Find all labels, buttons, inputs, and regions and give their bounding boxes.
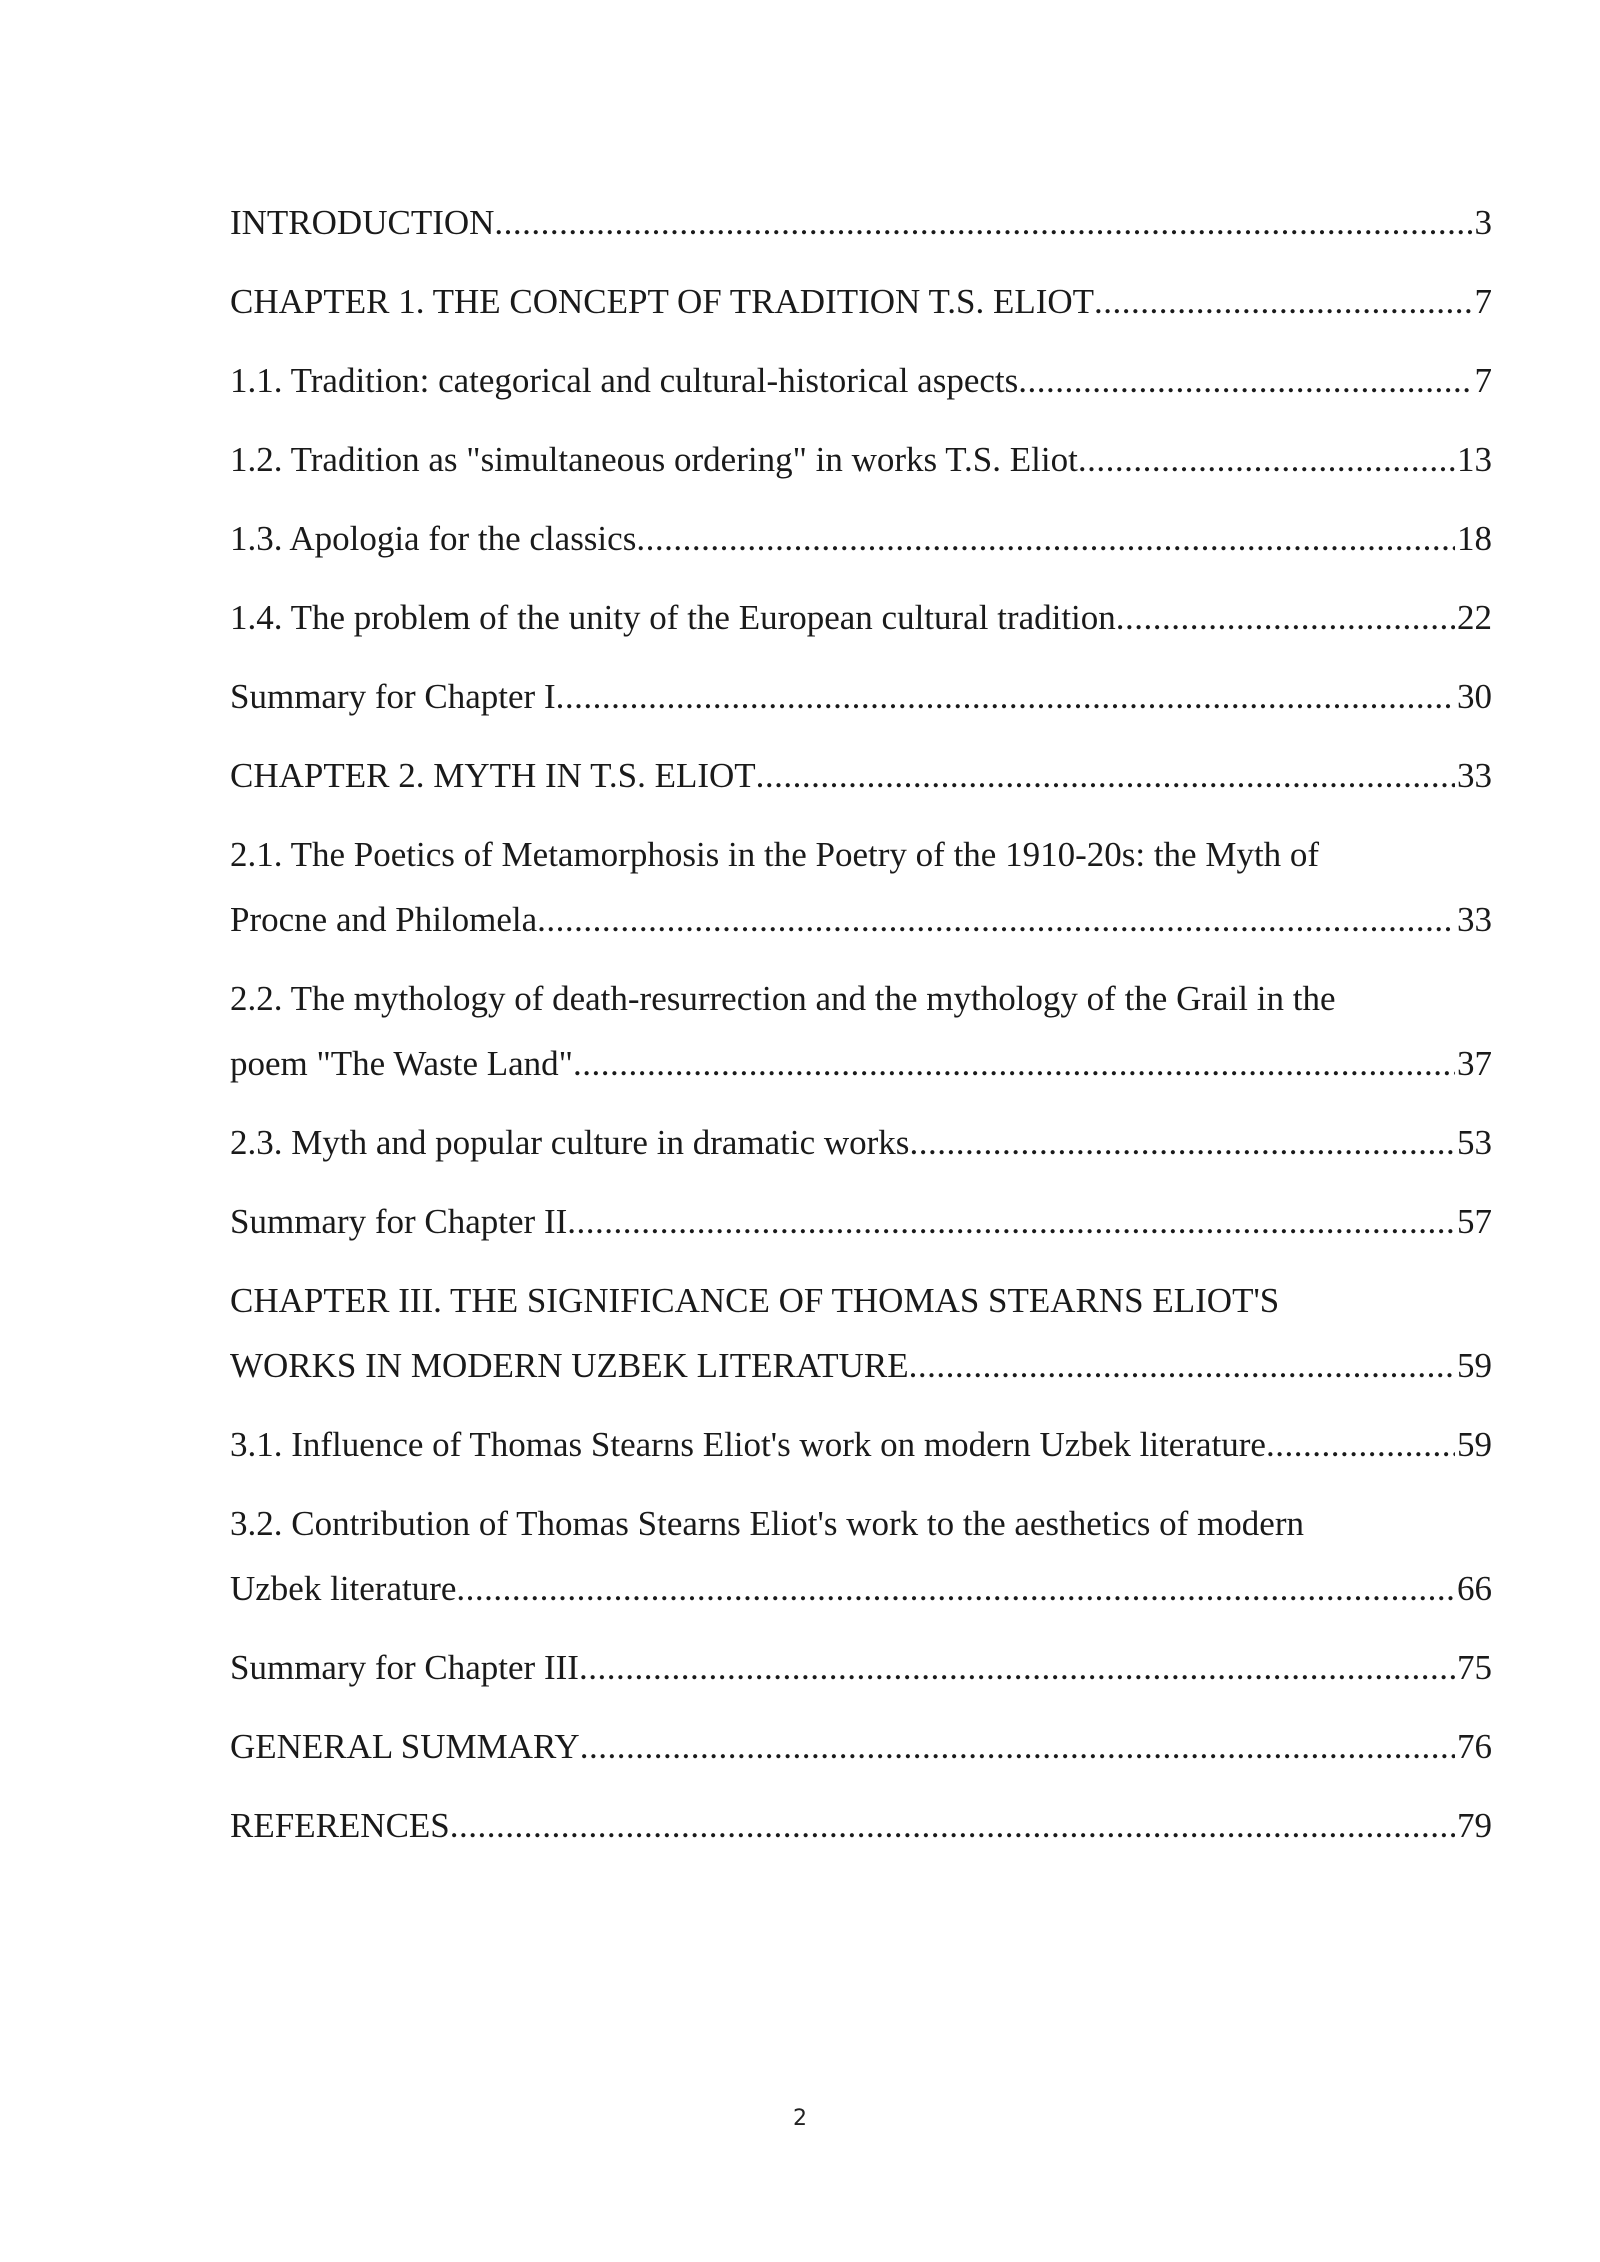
toc-entry-page: 7 — [1474, 361, 1492, 400]
toc-entry-page: 33 — [1457, 900, 1492, 939]
toc-entry-title: 1.2. Tradition as "simultaneous ordering" in works T.S. Eliot — [230, 440, 1078, 479]
toc-entry-row — [230, 269, 1492, 334]
toc-entry-title: 3.1. Influence of Thomas Stearns Eliot's work on modern Uzbek literature — [230, 1425, 1266, 1464]
toc-entry-title-line: 2.2. The mythology of death-resurrection and the mythology of the Grail in the — [230, 979, 1336, 1018]
toc-entry-title: 2.3. Myth and popular culture in dramatic works — [230, 1123, 910, 1162]
toc-entry-page: 13 — [1457, 440, 1492, 479]
dot-leader — [573, 1031, 1455, 1096]
toc-entry — [230, 1491, 1492, 1621]
table-of-contents — [230, 190, 1492, 1872]
toc-entry — [230, 269, 1492, 334]
toc-entry — [230, 1635, 1492, 1700]
toc-entry — [230, 1793, 1492, 1858]
dot-leader — [1018, 348, 1472, 413]
toc-entry-row — [230, 427, 1492, 492]
toc-entry-title: INTRODUCTION — [230, 203, 495, 242]
toc-entry-title: Summary for Chapter II — [230, 1202, 568, 1241]
toc-entry-row — [230, 887, 1492, 952]
dot-leader — [756, 743, 1455, 808]
dot-leader — [494, 190, 1472, 255]
toc-entry-row — [230, 1110, 1492, 1175]
toc-entry — [230, 427, 1492, 492]
toc-entry-row — [230, 664, 1492, 729]
toc-entry-title: REFERENCES — [230, 1806, 450, 1845]
toc-entry-row — [230, 506, 1492, 571]
toc-entry — [230, 1268, 1492, 1398]
toc-entry-row — [230, 1189, 1492, 1254]
toc-entry — [230, 506, 1492, 571]
toc-entry-title: Procne and Philomela — [230, 900, 538, 939]
toc-entry-title-line: CHAPTER III. THE SIGNIFICANCE OF THOMAS STEARNS ELIOT'S — [230, 1281, 1280, 1320]
toc-entry — [230, 1189, 1492, 1254]
toc-entry-page: 30 — [1457, 677, 1492, 716]
toc-entry — [230, 1110, 1492, 1175]
toc-entry-page: 57 — [1457, 1202, 1492, 1241]
toc-entry-title: CHAPTER 1. THE CONCEPT OF TRADITION T.S. ELIOT — [230, 282, 1095, 321]
toc-entry — [230, 822, 1492, 952]
toc-entry-row — [230, 348, 1492, 413]
toc-entry-page: 75 — [1457, 1648, 1492, 1687]
toc-entry-page: 33 — [1457, 756, 1492, 795]
toc-entry-page: 37 — [1457, 1044, 1492, 1083]
toc-entry-page: 79 — [1457, 1806, 1492, 1845]
toc-entry-title: Summary for Chapter I — [230, 677, 556, 716]
toc-entry-title: WORKS IN MODERN UZBEK LITERATURE — [230, 1346, 909, 1385]
toc-entry-page: 18 — [1457, 519, 1492, 558]
toc-entry-row — [230, 190, 1492, 255]
toc-entry-row — [230, 1333, 1492, 1398]
dot-leader — [580, 1714, 1455, 1779]
dot-leader — [456, 1556, 1455, 1621]
toc-entry-row — [230, 1635, 1492, 1700]
toc-entry-title: Uzbek literature — [230, 1569, 457, 1608]
toc-entry-row — [230, 1793, 1492, 1858]
toc-entry — [230, 585, 1492, 650]
toc-entry-title: Summary for Chapter III — [230, 1648, 579, 1687]
dot-leader — [1116, 585, 1455, 650]
page-number: 2 — [793, 2106, 807, 2131]
toc-entry-title-line: 3.2. Contribution of Thomas Stearns Eliot's work to the aesthetics of modern — [230, 1504, 1304, 1543]
dot-leader — [1266, 1412, 1455, 1477]
toc-entry-title-line: 2.1. The Poetics of Metamorphosis in the Poetry of the 1910-20s: the Myth of — [230, 835, 1320, 874]
dot-leader — [909, 1333, 1455, 1398]
toc-entry-title: 1.4. The problem of the unity of the European cultural tradition — [230, 598, 1116, 637]
toc-entry-page: 76 — [1457, 1727, 1492, 1766]
toc-entry-row — [230, 1412, 1492, 1477]
dot-leader — [579, 1635, 1455, 1700]
toc-entry-page: 22 — [1457, 598, 1492, 637]
dot-leader — [450, 1793, 1455, 1858]
toc-entry — [230, 190, 1492, 255]
toc-entry — [230, 966, 1492, 1096]
toc-entry-row — [230, 743, 1492, 808]
toc-entry-page: 7 — [1474, 282, 1492, 321]
toc-entry — [230, 664, 1492, 729]
toc-entry-page: 66 — [1457, 1569, 1492, 1608]
toc-entry-page: 3 — [1474, 203, 1492, 242]
dot-leader — [537, 887, 1455, 952]
toc-entry — [230, 1714, 1492, 1779]
toc-entry-title: poem "The Waste Land" — [230, 1044, 573, 1083]
toc-entry-page: 59 — [1457, 1425, 1492, 1464]
toc-entry — [230, 1412, 1492, 1477]
dot-leader — [909, 1110, 1455, 1175]
dot-leader — [556, 664, 1455, 729]
dot-leader — [567, 1189, 1455, 1254]
toc-entry-page: 59 — [1457, 1346, 1492, 1385]
toc-entry-page: 53 — [1457, 1123, 1492, 1162]
toc-entry-row — [230, 585, 1492, 650]
toc-entry-title: CHAPTER 2. MYTH IN T.S. ELIOT — [230, 756, 756, 795]
toc-entry-title: GENERAL SUMMARY — [230, 1727, 580, 1766]
toc-entry-title: 1.1. Tradition: categorical and cultural-historical aspects — [230, 361, 1019, 400]
toc-entry — [230, 348, 1492, 413]
toc-entry-title: 1.3. Apologia for the classics — [230, 519, 637, 558]
toc-entry-row — [230, 1556, 1492, 1621]
dot-leader — [636, 506, 1455, 571]
dot-leader — [1078, 427, 1455, 492]
dot-leader — [1094, 269, 1472, 334]
toc-entry-row — [230, 1031, 1492, 1096]
toc-entry — [230, 743, 1492, 808]
toc-entry-row — [230, 1714, 1492, 1779]
